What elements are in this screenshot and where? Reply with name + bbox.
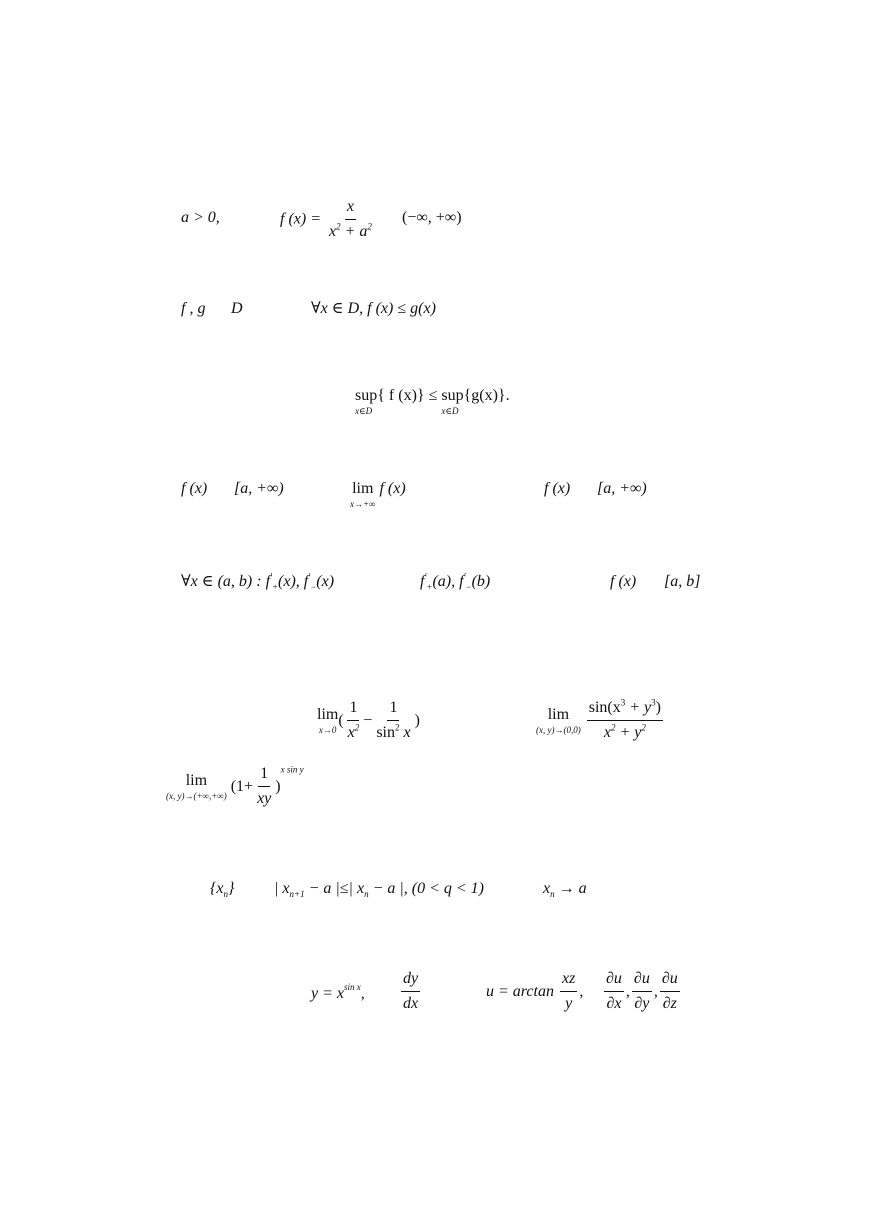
frac-3: [587, 699, 663, 743]
sup-g-sub: x∈D: [441, 406, 459, 416]
fx-1: f (x): [181, 480, 208, 497]
pz: ∂z: [662, 995, 677, 1013]
fa-mid: (a), f: [432, 573, 464, 590]
forall-text: ∀x ∈ (a, b) : f: [181, 573, 271, 590]
xn-text: {x: [210, 880, 224, 897]
l3-exponent: x sin y: [280, 764, 304, 775]
l2-num-c: ): [655, 699, 661, 716]
sup-f-text: sup{ f (x)}: [355, 387, 425, 404]
le-sign: ≤: [428, 387, 438, 404]
du-dz: [660, 970, 680, 1014]
frac2-den: $\sin^2 x$: [376, 723, 411, 742]
y-text: y = x: [311, 985, 344, 1002]
lim1-text: lim: [317, 705, 339, 723]
frac2-x: x: [403, 724, 411, 742]
y-comma: ,: [360, 985, 365, 1002]
condition-a-positive: a > 0,: [181, 209, 220, 226]
frac-dydx: [401, 970, 420, 1014]
frac1-num: 1: [347, 699, 359, 721]
frac1-den: $x^2$: [347, 723, 360, 742]
cond-b: − a |≤| x: [304, 880, 365, 897]
den-plus-a: + a: [340, 223, 368, 241]
lim-fx: f (x): [379, 480, 406, 497]
lim-sub: x→+∞: [350, 499, 376, 509]
interval-1: [a, +∞): [234, 480, 284, 497]
limit-expression-2: [536, 699, 665, 743]
partial-derivatives: [602, 970, 682, 1014]
dy-dx: [399, 970, 422, 1014]
frac1-x: x: [347, 724, 355, 742]
function-definition: [280, 198, 376, 242]
u-text: u = arctan: [486, 982, 554, 1000]
frac4-num: 1: [258, 765, 270, 787]
l2-den-b: + y: [615, 724, 642, 742]
frac-4: [255, 765, 273, 809]
lim-operator-1: [317, 707, 338, 735]
sup-g: [441, 388, 509, 416]
sup-inequality: [355, 388, 510, 416]
function-y: [311, 983, 365, 1002]
cond-a: | x: [274, 880, 290, 897]
lim-operator: [350, 481, 375, 509]
end-text: (x): [316, 573, 335, 590]
xn-end: }: [228, 880, 235, 897]
den-x: x: [329, 223, 337, 241]
functions-fg: f , g: [181, 300, 206, 317]
lim3-sub: (x, y)→(+∞,+∞): [166, 790, 227, 801]
dy: dy: [401, 970, 420, 992]
lim2-sub: (x, y)→(0,0): [536, 724, 581, 735]
fx-3: f (x): [610, 573, 637, 590]
l2-num-b: + y: [625, 699, 652, 716]
frac3-den: $x^2 + y^2$: [603, 723, 646, 742]
frac2-num: 1: [387, 699, 399, 721]
l3-base: (1+: [230, 777, 254, 795]
limit-expression-1: lim x→0 ( $\frac{1}{x^2}$ − $\frac{1}{\sin^2 x}$ ): [317, 699, 420, 742]
endpoint-derivatives: $f'_+(a)$, $f'_-(b)$: [420, 571, 491, 593]
frac-1: [346, 699, 362, 743]
fa-end: (b): [471, 573, 491, 590]
interval-2: [a, +∞): [597, 480, 647, 497]
frac3-num: $\sin(x^3 + y^3)$: [587, 699, 663, 721]
lim3-text: lim: [185, 771, 208, 789]
py: ∂y: [634, 995, 650, 1013]
du-2: ∂u: [632, 970, 652, 992]
sup-g-text: sup{g(x)}.: [441, 387, 510, 404]
lim-operator-3: [166, 773, 227, 801]
closed-interval: [a, b]: [664, 573, 701, 590]
lim-operator-2: [536, 707, 581, 735]
sup-f: [355, 388, 425, 416]
limit-expression-3: lim (x, y)→(+∞,+∞) (1+ $\frac{1}{xy}$ )$^{x sin y}$: [166, 764, 304, 808]
conv-x: x: [543, 880, 551, 897]
px: ∂x: [606, 995, 622, 1013]
contraction-condition: | $x_{n+1} - a$ |≤| $x_n - a$ |, (0 < q < 1): [274, 880, 485, 900]
y-den: y: [565, 995, 573, 1013]
sup-f-sub: x∈D: [355, 406, 373, 416]
lim1-sub: x→0: [318, 724, 337, 735]
xz: xz: [560, 970, 577, 992]
frac-2: [374, 699, 412, 743]
frac-xz-y: [560, 970, 577, 1014]
interval-real-line: (−∞, +∞): [402, 209, 462, 226]
y-exponent: sin x: [344, 982, 361, 992]
frac2-sin: sin: [376, 724, 395, 742]
fraction: [327, 198, 374, 242]
cond-c: − a |, (0 < q < 1): [368, 880, 485, 897]
comma-1: ,: [625, 982, 630, 1000]
function-u: [486, 970, 583, 1014]
frac4-den: xy: [257, 790, 272, 808]
l2-num-a: sin(x: [588, 699, 621, 716]
fx-label: f (x) =: [280, 210, 321, 228]
conv-end: → a: [554, 880, 587, 897]
one-sided-derivatives: ∀x ∈ (a, b) : $f'_+(x)$, $f'_-(x)$: [181, 571, 335, 593]
du-1: ∂u: [604, 970, 624, 992]
dx: dx: [403, 995, 419, 1013]
du-dy: [632, 970, 652, 1014]
du-dx: [604, 970, 624, 1014]
sequence-xn: $\{x_n\}$: [210, 880, 235, 900]
l2-den-a: x: [603, 724, 611, 742]
inequality-condition: ∀x ∈ D, f (x) ≤ g(x): [311, 300, 436, 317]
du-3: ∂u: [660, 970, 680, 992]
convergence: $x_n \to a$: [543, 880, 587, 900]
u-comma: ,: [579, 982, 584, 1000]
lim2-text: lim: [547, 705, 570, 723]
fx-2: f (x): [544, 480, 571, 497]
lim-text: lim: [352, 480, 374, 497]
comma-2: ,: [653, 982, 658, 1000]
limit-infinity: [350, 481, 406, 509]
mid-text: (x), f: [278, 573, 309, 590]
numerator: x: [345, 198, 356, 220]
denominator: $x^2 + a^2$: [329, 222, 372, 241]
fa-text: f: [420, 573, 425, 590]
domain-D: D: [231, 300, 243, 317]
